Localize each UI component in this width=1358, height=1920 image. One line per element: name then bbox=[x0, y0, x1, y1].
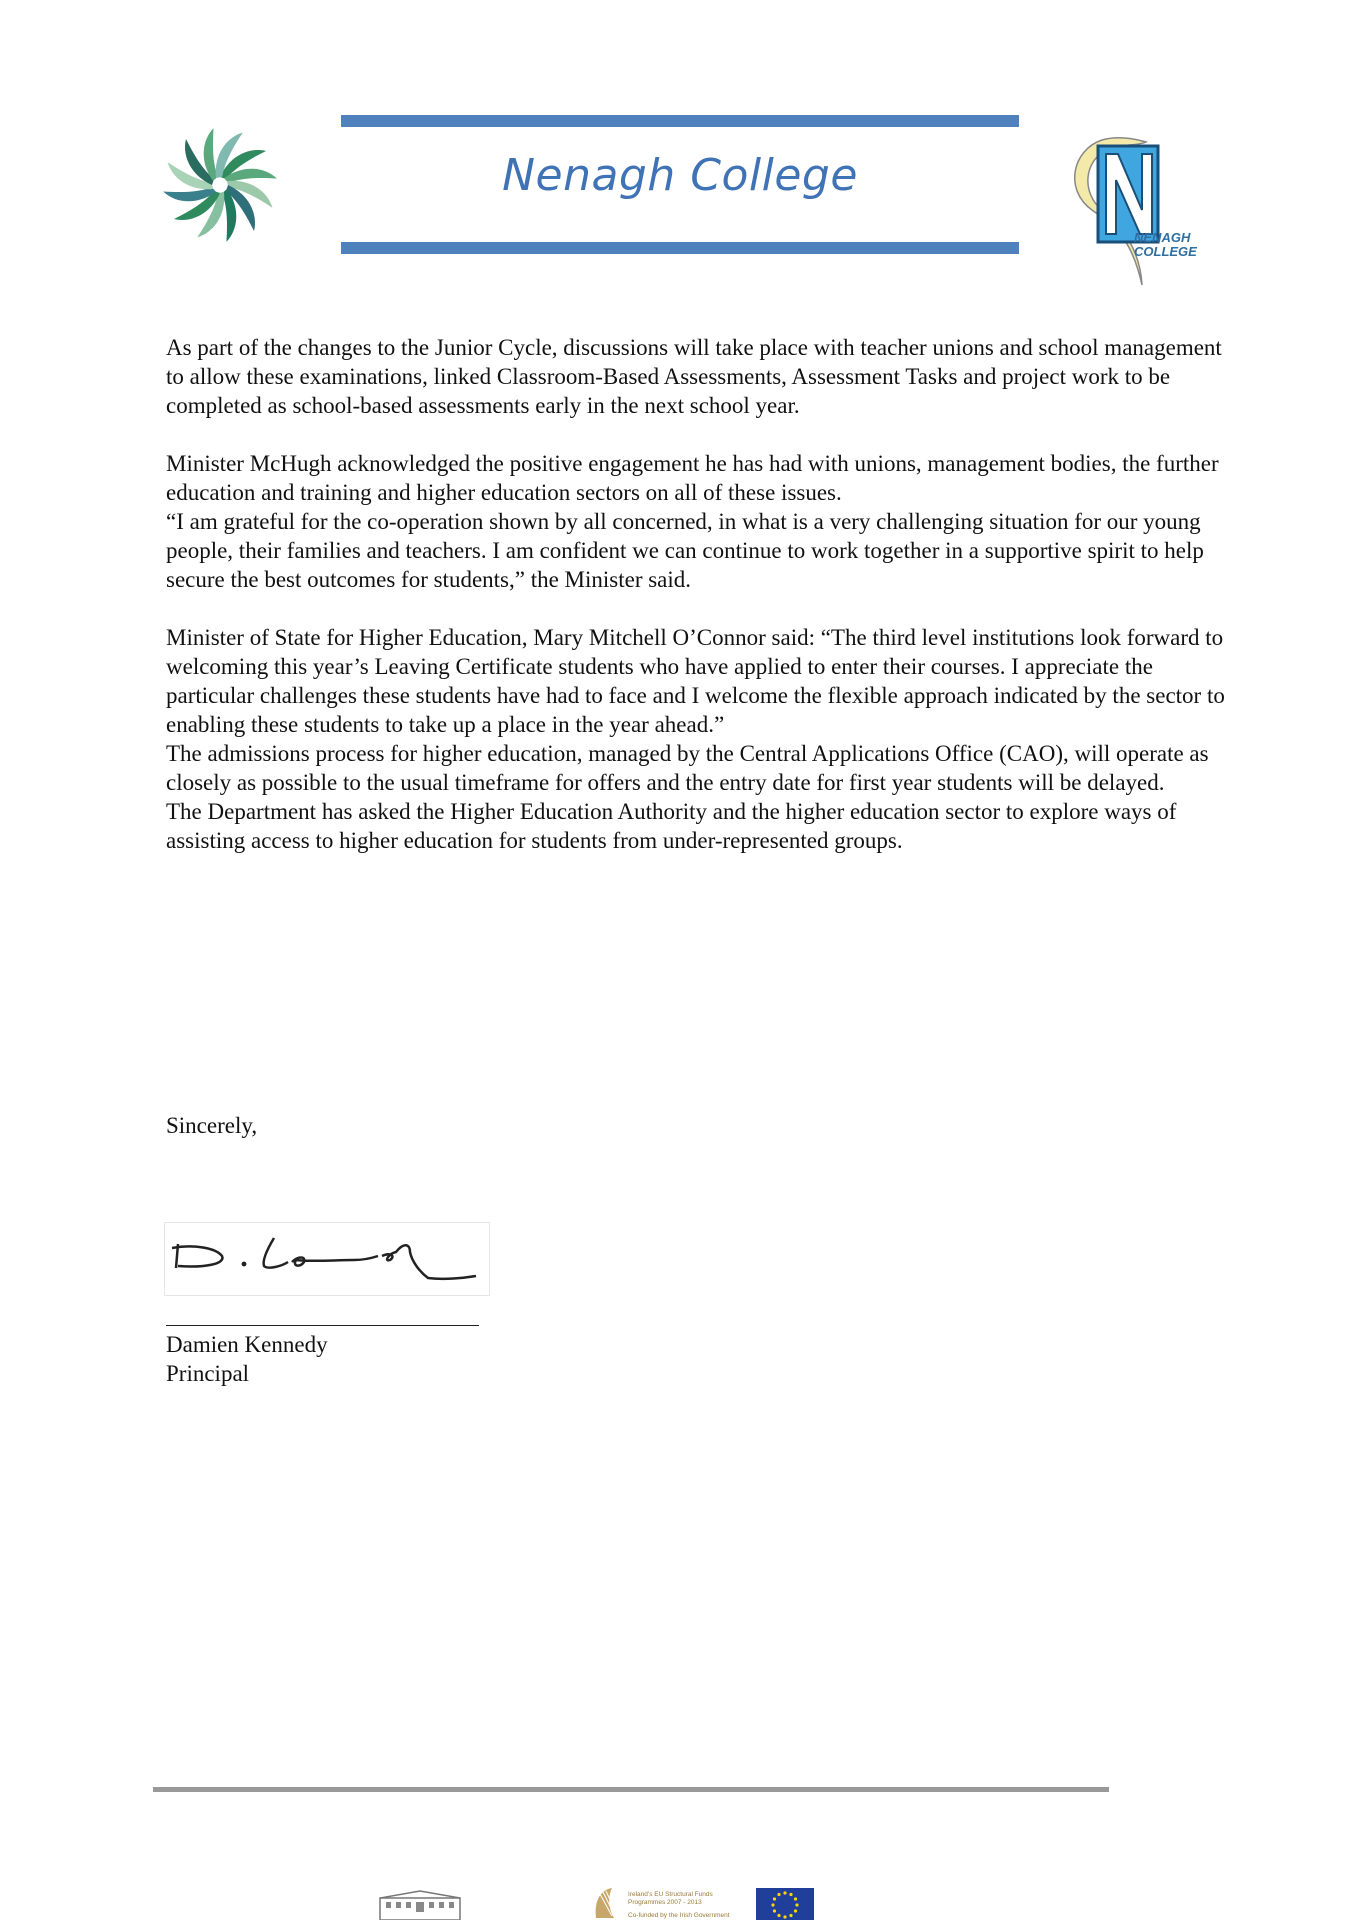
eu-fund-line1: Ireland’s EU Structural Funds bbox=[628, 1891, 713, 1898]
signatory-name: Damien Kennedy bbox=[166, 1332, 328, 1357]
page-title: Nenagh College bbox=[502, 150, 858, 201]
swirl-logo-icon bbox=[160, 125, 280, 245]
paragraph-higher-education: Minister of State for Higher Education, Mary Mitchell O’Connor said: “The third level institutions look forward to welcoming this year’s Leaving Certificate students who have applied to enter their courses. I appreciate the particular challenges these students have had to face and I welcome the flexible approach indicated by the sector to enabling these students to take up a place in the year ahead.” bbox=[166, 625, 1225, 737]
college-logo-line2: COLLEGE bbox=[1134, 244, 1197, 259]
header-bottom-rule bbox=[341, 242, 1019, 254]
paragraph-junior-cycle: As part of the changes to the Junior Cycle, discussions will take place with teacher unions and school management to allow these examinations, linked Classroom-Based Assessments, Assessment Tasks and project work to be completed as school-based assessments early in the next school year. bbox=[166, 335, 1222, 418]
signatory-role: Principal bbox=[166, 1361, 250, 1386]
letter-body bbox=[166, 333, 1226, 855]
header-top-rule bbox=[341, 115, 1019, 127]
harp-logo-icon bbox=[590, 1886, 750, 1920]
eu-fund-line3: Co-funded by the Irish Government bbox=[628, 1912, 730, 1919]
college-logo-icon bbox=[1062, 130, 1202, 290]
paragraph-minister-quote: “I am grateful for the co-operation shown by all concerned, in what is a very challenging situation for our young people, their families and teachers. I am confident we can continue to work together in a supportive spirit to help secure the best outcomes for students,” the Minister said. bbox=[166, 509, 1204, 592]
footer-rule bbox=[153, 1787, 1109, 1792]
paragraph-minister-mchugh: Minister McHugh acknowledged the positive engagement he has had with unions, management bodies, the further education and training and higher education sectors on all of these issues. bbox=[166, 451, 1219, 505]
signature-line bbox=[166, 1325, 479, 1326]
building-logo-icon bbox=[378, 1890, 462, 1920]
eu-fund-line2: Programmes 2007 - 2013 bbox=[628, 1899, 702, 1906]
signature-image bbox=[164, 1222, 490, 1296]
salutation: Sincerely, bbox=[166, 1113, 258, 1138]
paragraph-department: The Department has asked the Higher Education Authority and the higher education sector to explore ways of assisting access to higher education for students from under-represented groups. bbox=[166, 799, 1177, 853]
college-logo-line1: NENAGH bbox=[1134, 230, 1191, 245]
eu-flag-icon bbox=[756, 1888, 814, 1920]
paragraph-cao: The admissions process for higher education, managed by the Central Applications Office (CAO), will operate as closely as possible to the usual timeframe for offers and the entry date for first year students will be delayed. bbox=[166, 741, 1209, 795]
